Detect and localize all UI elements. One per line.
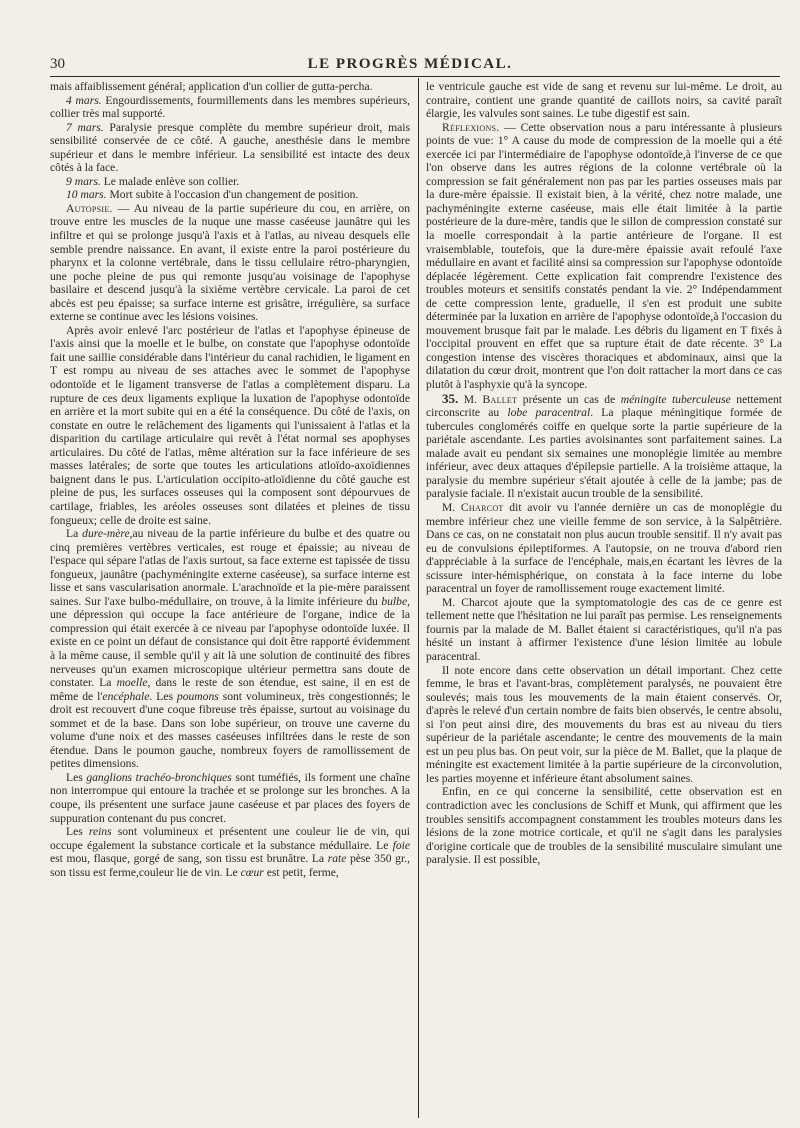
text-run: , dans le reste de son étendue, est saine, il en est de même de l' bbox=[50, 676, 410, 703]
author-name: Ballet bbox=[482, 392, 518, 406]
entry-text: Engourdissements, fourmillements dans les membres supérieurs, collier très mal supporté. bbox=[50, 93, 411, 121]
paragraph: mais affaiblissement général; application d'un collier de gutta-percha. bbox=[50, 80, 373, 93]
header-rule bbox=[50, 76, 780, 77]
paragraph-text: — Au niveau de la partie supérieure du cou, en arrière, on trouve entre les muscles de la nuque une masse caséeuse jaunâtre qui les infiltre et qui se prolonge jusqu'à l'axis et à l'atlas, au niveau desquels elle semble prendre naissance. En avant, il existe entre la paroi postérieure du pharynx et la colonne vertébrale, dans le tissu cellulaire rétro-pharyngien, une poche pleine de pus qui remonte jusqu'au voisinage de l'apophyse basilaire et descend jusqu'à la sixième vertèbre cervicale. La paroi de cet abcès est peu épaisse; sa surface interne est grisâtre, irrégulière, sa surface externe se continue avec les lésions voisines. bbox=[50, 201, 410, 324]
section-head: Autopsie. bbox=[66, 201, 113, 215]
entry-date: 4 mars. bbox=[66, 93, 102, 107]
entry-text: Mort subite à l'occasion d'un changement de position. bbox=[106, 188, 359, 202]
paragraph: Enfin, en ce qui concerne la sensibilité, cette observation est en contradiction avec les conclusions de Schiff et Munk, qui affirment que les troubles sensitifs accompagnent constamment les troubles moteurs dans les lésions de la zone motrice corticale, et qu'il ne s'agit dans les paralysies d'origine corticale que de troubles de la sensibilité musculaire simulant une paralysie. Il est possible, bbox=[426, 785, 782, 867]
italic-term: bulbe bbox=[381, 594, 408, 608]
paragraph bbox=[50, 771, 410, 825]
paragraph bbox=[50, 825, 410, 879]
left-column bbox=[50, 80, 410, 879]
paragraph: M. Charcot ajoute que la symptomatologie des cas de ce genre est tellement nette que l'hésitation ne lui paraît pas permise. Les renseignements fournis par la malade de M. Ballet étaient si caractéristiques, qu'il n'a pas hésité un instant à affirmer l'existence d'une lésion limitée au lobule paracentral. bbox=[426, 595, 782, 663]
paragraph: Après avoir enlevé l'arc postérieur de l'atlas et l'apophyse épineuse de l'axis ainsi que la moelle et le bulbe, on constate que l'apophyse odontoïde fait une saillie considérable dans l'intérieur du canal rachidien, le ligament en T est rompu au niveau de ses attaches avec le sommet de l'apophyse odontoïde et le ligament transverse de l'atlas a complètement disparu. La rupture de ces deux ligaments explique la luxation de l'apophyse odontoïde en arrière et la mort subite qui en a été la conséquence. Du côté de l'axis, on constate en outre le relâchement des ligaments qui l'unissaient à l'atlas et la disparition du cartilage articulaire qui revêt à l'état normal ses apophyses articulaires. Du côté de l'atlas, même altération sur la face inférieure de ses masses latérales; de sorte que toutes les articulations atloïdo-axoïdiennes baignent dans le pus. L'articulation occipito-atloïdienne du côté gauche est pleine de pus, les surfaces osseuses qui la composent sont dépourvues de cartilage, friables, les aréoles osseuses sont dilatées et pleines de tissu fongueux; celle de droite est saine. bbox=[50, 323, 410, 527]
entry-date: 10 mars. bbox=[66, 188, 107, 202]
page-number: 30 bbox=[50, 56, 65, 72]
entry-date: 9 mars. bbox=[66, 174, 101, 188]
text-run: . Les bbox=[149, 689, 177, 703]
paragraph: le ventricule gauche est vide de sang et revenu sur lui-même. Le droit, au contraire, contient une grande quantité de caillots noirs, sa cavité paraît élargie, les valvules sont saines. Le tube digestif est sain. bbox=[426, 80, 782, 121]
text-run: sont volumineux, très congestionnés; le droit est recouvert d'une coque fibreuse très épaisse, surtout au voisinage du sommet et de la base. Dans son lobe supérieur, on trouve une caverne du volume d'une noix et des masses caséeuses infiltrées dans le reste de son étendue. Dans le poumon gauche, nombreux foyers de ramollissement de petites dimensions. bbox=[50, 689, 410, 771]
text-run: présente un cas de bbox=[517, 392, 621, 406]
text-run: Les bbox=[66, 825, 89, 839]
section-head: Réflexions. bbox=[442, 120, 500, 134]
italic-term: cœur bbox=[240, 865, 264, 879]
column-divider bbox=[418, 78, 419, 1118]
text-run: sont volumineux et présentent une couleur lie de vin, qui occupe également la substance corticale et la substance médullaire. Le bbox=[50, 825, 410, 852]
italic-term: rate bbox=[327, 852, 347, 866]
paragraph: Il note encore dans cette observation un détail important. Chez cette femme, le bras et l'avant-bras, complètement paralysés, ne pouvaient être soulevés; mais tous les mouvements de la main étaient conservés. Or, d'après le relevé d'un certain nombre de faits bien observés, le centre absolu, si l'on peut ainsi dire, des mouvements du bras est au niveau du tiers supérieur de la pariétale ascendante; le centre des mouvements de la main est un peu plus bas. On peut voir, sur la pièce de M. Ballet, que la plaque de méningite est exactement limitée à la partie supérieure de la circonvolution, les parties moyenne et inférieure étant absolument saines. bbox=[426, 663, 782, 785]
item-number: 35. bbox=[442, 390, 459, 406]
text-run: M. bbox=[442, 500, 461, 514]
italic-term: dure-mère bbox=[82, 527, 130, 541]
text-run: . La plaque méningitique formée de tubercules conglomérés coiffe en quelque sorte la partie supérieure de la pariétale ascendante. Les parties avoisinantes sont parfaitement saines. La malade avait eu pendant six semaines une monoplégie limitée au membre inférieur, avec deux attaques d'épilepsie partielle. A la troisième attaque, la paralysie du membre supérieur s'était ajoutée à celle de la jambe; pas de paralysie faciale. Il n'existait aucun trouble de la sensibilité. bbox=[426, 406, 782, 501]
text-run: La bbox=[66, 527, 83, 541]
journal-title: LE PROGRÈS MÉDICAL. bbox=[307, 56, 513, 72]
paragraph bbox=[50, 94, 410, 121]
text-run: ,au niveau de la partie inférieure du bulbe et des quatre ou cinq premières vertèbres verticales, est rouge et épaissie; au niveau de l'espace qui sépare l'atlas de l'axis surtout, sa face externe est tapissée de tissu fongueux, jaunâtre (pachyméningite externe caséeuse), sa surface interne est lisse et sans vascularisation anormale. L'arachnoïde et la pie-mère paraissent saines. Sur l'axe bulbo-médullaire, on trouve, à la limite inférieure du bbox=[50, 527, 410, 608]
text-run: , une dépression qui occupe la face antérieure de l'organe, indice de la compression qui était exercée à ce niveau par l'apophyse odontoïde luxée. Il existe en ce point un défaut de consistance qui doit être rapporté évidemment à la même cause, il semble qu'il y ait là une solution de continuité des fibres nerveuses qu'un examen microscopique ultérieur permettra sans doute de constater. La bbox=[50, 594, 410, 690]
paragraph bbox=[50, 527, 410, 771]
text-run: nettement circonscrite au bbox=[426, 392, 782, 420]
text-run: sont tuméfiés, ils forment une chaîne non interrompue qui entoure la trachée et se prolonge sur les bronches. A la coupe, ils présentent une surface jaune caséeuse et par places des foyers de suppuration contenant du pus concret. bbox=[50, 770, 410, 825]
text-run: pèse 350 gr., son tissu est ferme,couleur lie de vin. Le bbox=[50, 852, 410, 879]
text-run: M. bbox=[458, 392, 483, 406]
paragraph bbox=[50, 175, 410, 189]
italic-term: poumons bbox=[176, 689, 219, 703]
text-run: est mou, flasque, gorgé de sang, son tissu est brunâtre. La bbox=[50, 852, 328, 866]
italic-term: foie bbox=[392, 838, 410, 852]
paragraph bbox=[50, 121, 410, 175]
right-column bbox=[426, 80, 782, 867]
italic-term: encéphale bbox=[102, 689, 150, 703]
entry-text: Le malade enlève son collier. bbox=[100, 174, 240, 188]
paragraph bbox=[426, 392, 782, 501]
italic-term: reins bbox=[88, 825, 112, 839]
paragraph bbox=[426, 121, 782, 392]
entry-text: Paralysie presque complète du membre supérieur droit, mais sensibilité conservée de ce côté. A gauche, anesthésie dans le membre supérieur et dans le membre inférieur. La sensibilité est intacte des deux côtés à la face. bbox=[50, 120, 411, 175]
italic-term: lobe paracentral bbox=[507, 406, 591, 420]
page-header bbox=[50, 56, 770, 78]
paragraph-text: — Cette observation nous a paru intéressante à plusieurs points de vue: 1° A cause du mode de compression de la moelle qui a été exercée ici par l'intermédiaire de l'apophyse odontoïde,à l'inverse de ce que l'on observe dans les autres régions de la colonne vertébrale où la compression se fait généralement non pas par les parties osseuses mais par la dure-mère épaissie. Il existait bien, à la vérité, chez notre malade, une pachyméningite externe caséeuse, mais elle était limitée à la partie postérieure de la dure-mère, tandis que le sillon de compression constaté sur la moelle correspondait à la partie antérieure de l'organe. Il est vraisemblable, toutefois, que la dure-mère épaissie avait refoulé l'axe médullaire en avant et facilité ainsi sa compression sur l'apophyse odontoïde déplacée légèrement. Cette explication fait comprendre l'existence des troubles moteurs et sensitifs constatés pendant la vie. 2° Indépendamment de cette compression lente, graduelle, il s'en est produit une subite déterminée par la luxation en arrière de l'apophyse odontoïde,à l'occasion du mouvement brusque fait par le malade. Les débris du ligament en T fixés à l'occipital prouvent en effet que sa rupture était de date récente. 3° La congestion intense des viscères thoraciques et abdominaux, ainsi que la dilatation du cœur droit, montrent que l'on doit rattacher la mort dans ce cas plutôt à l'asphyxie qu'à la syncope. bbox=[426, 120, 782, 392]
paragraph bbox=[426, 501, 782, 596]
text-run: est petit, ferme, bbox=[263, 865, 339, 879]
entry-date: 7 mars. bbox=[66, 120, 104, 134]
paragraph bbox=[50, 188, 410, 202]
italic-term: moelle bbox=[116, 676, 148, 690]
author-name: Charcot bbox=[460, 500, 504, 514]
italic-term: ganglions trachéo-bronchiques bbox=[86, 770, 232, 784]
text-run: Les bbox=[66, 770, 87, 784]
paragraph bbox=[50, 202, 410, 324]
text-run: dit avoir vu l'année dernière un cas de monoplégie du membre inférieur chez une vieille femme de son service, à la Salpêtrière. Dans ce cas, on ne constatait non plus aucun trouble sensitif. Il n'y avait pas eu de convulsions épileptiformes. A l'autopsie, on ne trouva d'abord rien d'appréciable à la surface de l'encéphale, mais,en écartant les lèvres de la scissure inter-hémisphérique, on constata à la face interne du lobe paracentral un foyer de ramollissement rouge exactement limité. bbox=[426, 500, 783, 596]
italic-term: méningite tuberculeuse bbox=[620, 392, 731, 406]
